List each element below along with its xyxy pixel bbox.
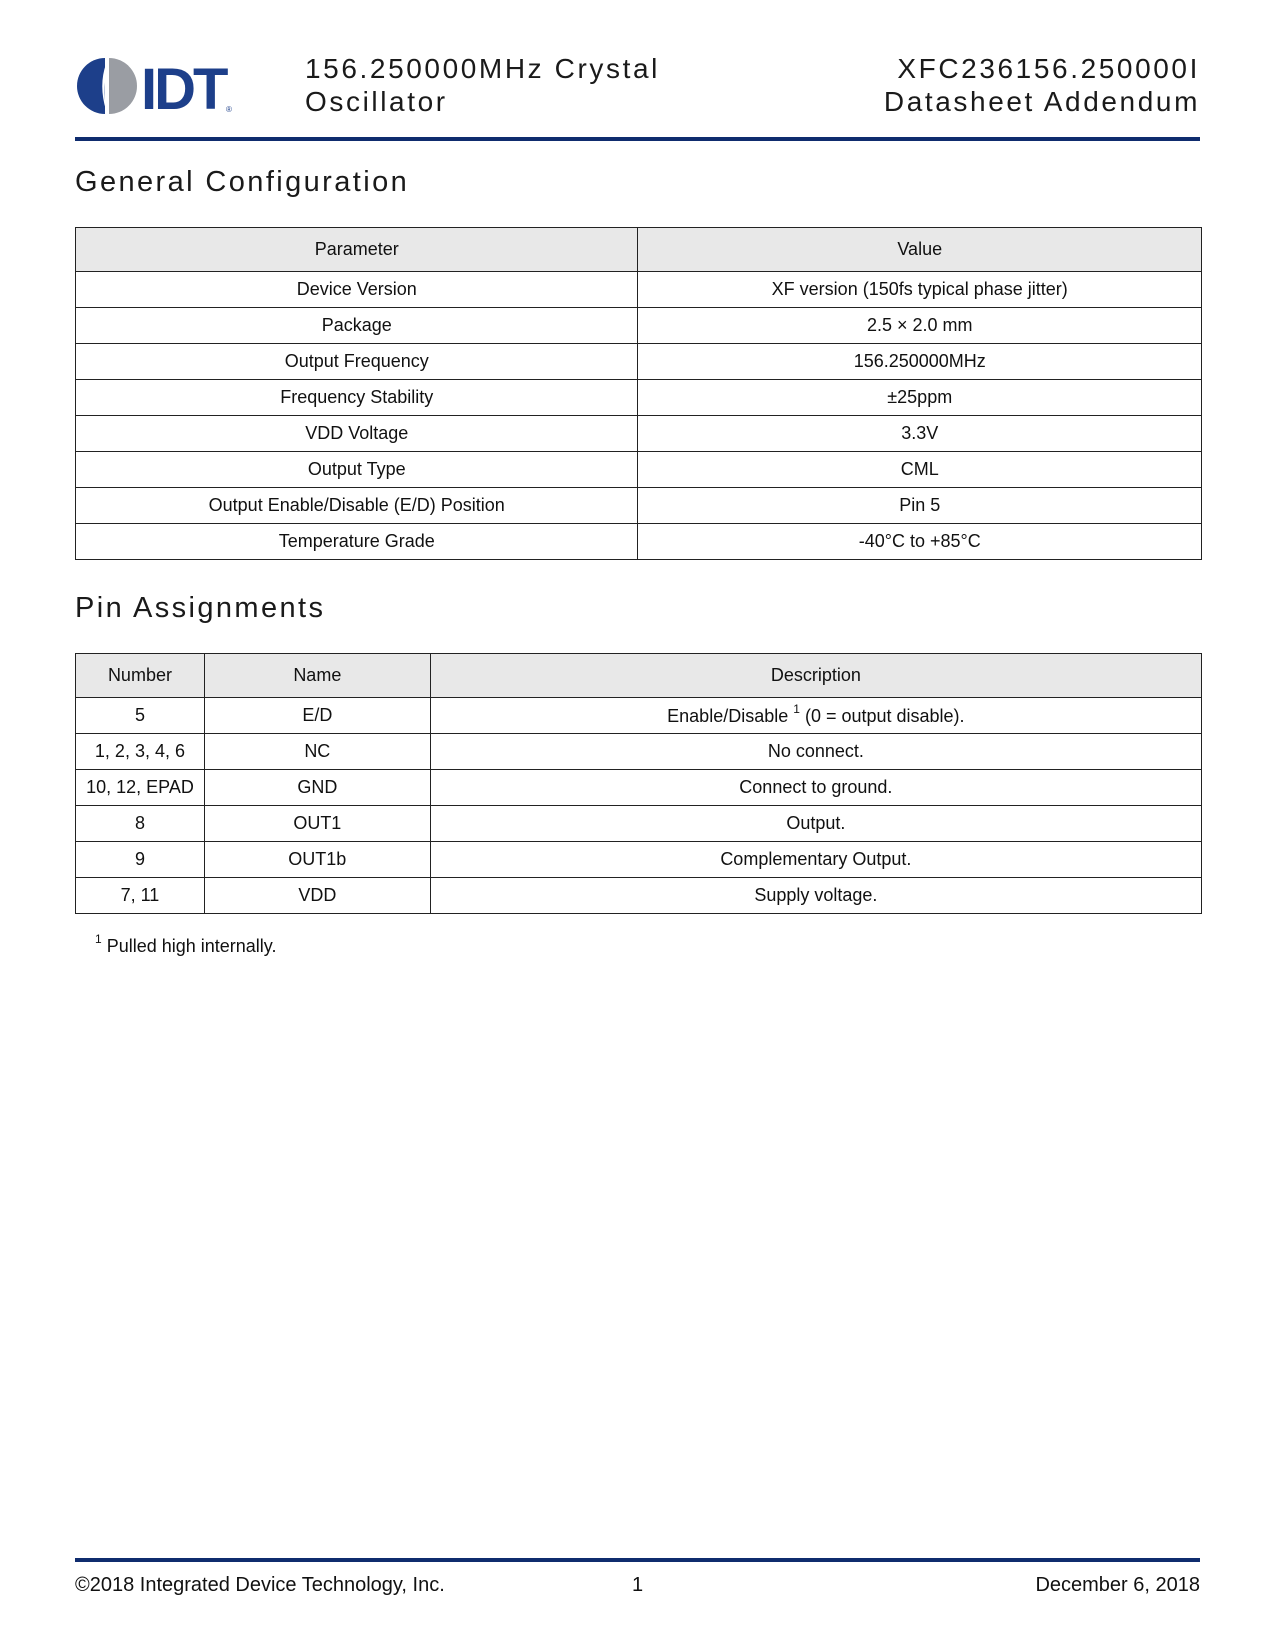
footnote [95, 934, 276, 957]
param-cell: Temperature Grade [76, 524, 638, 560]
param-cell: Output Frequency [76, 344, 638, 380]
title-line-1: 156.250000MHz Crystal [305, 53, 660, 84]
description-text: (0 = output disable). [804, 706, 965, 726]
table-row [76, 770, 1202, 806]
general-config-table [75, 227, 1202, 560]
pin-number-cell: 7, 11 [76, 878, 205, 914]
param-cell: Device Version [76, 272, 638, 308]
table-row [76, 842, 1202, 878]
general-config-title: General Configuration [75, 166, 410, 198]
table-header-row [76, 228, 1202, 272]
table-row [76, 734, 1202, 770]
pin-name-cell: VDD [204, 878, 430, 914]
svg-text:®: ® [226, 105, 232, 114]
value-cell: XF version (150fs typical phase jitter) [638, 272, 1202, 308]
pin-number-cell: 8 [76, 806, 205, 842]
pin-name-cell: NC [204, 734, 430, 770]
pin-name-cell: E/D [204, 698, 430, 734]
pin-name-cell: GND [204, 770, 430, 806]
title-line-2: Oscillator [305, 86, 448, 117]
pin-number-cell: 10, 12, EPAD [76, 770, 205, 806]
value-cell: ±25ppm [638, 380, 1202, 416]
table-row [76, 272, 1202, 308]
part-number: XFC236156.250000I [897, 53, 1200, 84]
value-cell: Pin 5 [638, 488, 1202, 524]
footnote-ref: 1 [793, 702, 800, 716]
value-cell: 2.5 × 2.0 mm [638, 308, 1202, 344]
footer-rule [75, 1558, 1200, 1562]
header-number: Number [76, 654, 205, 698]
logo-wordmark: IDT [141, 57, 226, 118]
doc-type: Datasheet Addendum [883, 86, 1200, 117]
header-rule [75, 137, 1200, 141]
table-row [76, 344, 1202, 380]
table-row [76, 308, 1202, 344]
pin-description-cell [430, 698, 1201, 734]
header-value: Value [638, 228, 1202, 272]
pin-description-cell: Complementary Output. [430, 842, 1201, 878]
pin-description-cell: Connect to ground. [430, 770, 1201, 806]
footer-page-number: 1 [632, 1574, 644, 1596]
table-row [76, 878, 1202, 914]
pin-assignments-table [75, 653, 1202, 914]
idt-logo [75, 54, 245, 118]
value-cell: CML [638, 452, 1202, 488]
footer-copyright: ©2018 Integrated Device Technology, Inc. [75, 1574, 445, 1596]
pin-number-cell: 1, 2, 3, 4, 6 [76, 734, 205, 770]
footnote-marker: 1 [95, 932, 102, 946]
table-row [76, 488, 1202, 524]
footer-date: December 6, 2018 [1035, 1574, 1200, 1596]
param-cell: Output Enable/Disable (E/D) Position [76, 488, 638, 524]
part-info [884, 52, 1200, 118]
value-cell: 3.3V [638, 416, 1202, 452]
pin-name-cell: OUT1b [204, 842, 430, 878]
table-row [76, 452, 1202, 488]
table-row [76, 698, 1202, 734]
header-description: Description [430, 654, 1201, 698]
param-cell: Frequency Stability [76, 380, 638, 416]
value-cell: -40°C to +85°C [638, 524, 1202, 560]
pin-number-cell: 5 [76, 698, 205, 734]
header-parameter: Parameter [76, 228, 638, 272]
table-row [76, 416, 1202, 452]
document-title [305, 52, 660, 118]
table-row [76, 380, 1202, 416]
pin-number-cell: 9 [76, 842, 205, 878]
pin-description-cell: Output. [430, 806, 1201, 842]
description-text: Enable/Disable [667, 706, 789, 726]
footnote-text: Pulled high internally. [106, 936, 277, 956]
table-header-row [76, 654, 1202, 698]
pin-description-cell: No connect. [430, 734, 1201, 770]
value-cell: 156.250000MHz [638, 344, 1202, 380]
table-row [76, 806, 1202, 842]
page-header [75, 50, 1200, 140]
pin-name-cell: OUT1 [204, 806, 430, 842]
param-cell: VDD Voltage [76, 416, 638, 452]
param-cell: Output Type [76, 452, 638, 488]
header-name: Name [204, 654, 430, 698]
param-cell: Package [76, 308, 638, 344]
table-row [76, 524, 1202, 560]
pin-description-cell: Supply voltage. [430, 878, 1201, 914]
pin-assignments-title: Pin Assignments [75, 592, 326, 624]
